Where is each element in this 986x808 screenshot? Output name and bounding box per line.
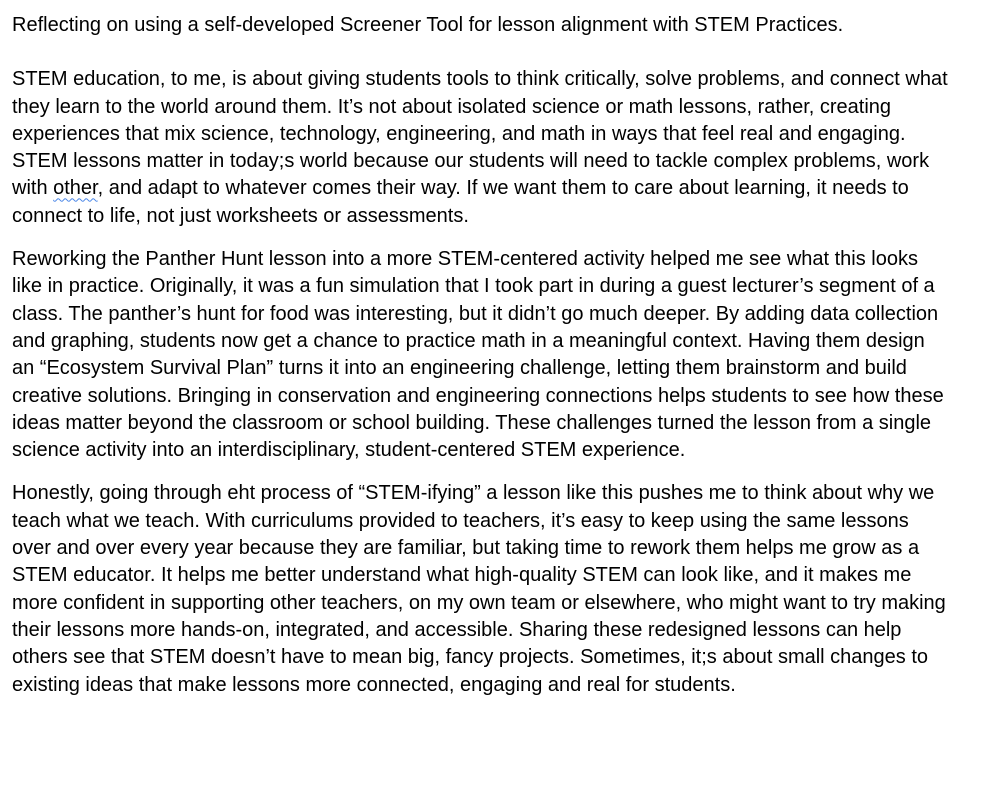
spellcheck-flagged-word[interactable]: other <box>53 177 98 200</box>
document-body[interactable] <box>12 12 952 699</box>
paragraph-1-text-after: , and adapt to whatever comes their way. If we want them to care about learning, it needs to connect to life, not just worksheets or assessments. <box>12 177 909 227</box>
paragraph-1 <box>12 66 952 230</box>
paragraph-1-text-before: STEM education, to me, is about giving students tools to think critically, solve problems, and connect what they learn to the world around them. It’s not about isolated science or math lessons, rather, creating experiences that mix science, technology, engineering, and math in ways that feel real and engaging. STEM lessons matter in today;s world because our students will need to tackle complex problems, work with <box>12 68 948 200</box>
paragraph-2: Reworking the Panther Hunt lesson into a more STEM-centered activity helped me see what this looks like in practice. Originally, it was a fun simulation that I took part in during a guest lecturer’s segment of a class. The panther’s hunt for food was interesting, but it didn’t go much deeper. By adding data collection and graphing, students now get a chance to practice math in a meaningful context. Having them design an “Ecosystem Survival Plan” turns it into an engineering challenge, letting them brainstorm and build creative solutions. Bringing in conservation and engineering connections helps students to see how these ideas matter beyond the classroom or school building. These challenges turned the lesson from a single science activity into an interdisciplinary, student-centered STEM experience. <box>12 248 944 462</box>
document-title: Reflecting on using a self-developed Screener Tool for lesson alignment with STEM Practices. <box>12 14 844 36</box>
paragraph-3: Honestly, going through eht process of “STEM-ifying” a lesson like this pushes me to think about why we teach what we teach. With curriculums provided to teachers, it’s easy to keep using the same lessons over and over every year because they are familiar, but taking time to rework them helps me grow as a STEM educator. It helps me better understand what high-quality STEM can look like, and it makes me more confident in supporting other teachers, on my own team or elsewhere, who might want to try making their lessons more hands-on, integrated, and accessible. Sharing these redesigned lessons can help others see that STEM doesn’t have to mean big, fancy projects. Sometimes, it;s about small changes to existing ideas that make lessons more connected, engaging and real for students. <box>12 482 946 696</box>
